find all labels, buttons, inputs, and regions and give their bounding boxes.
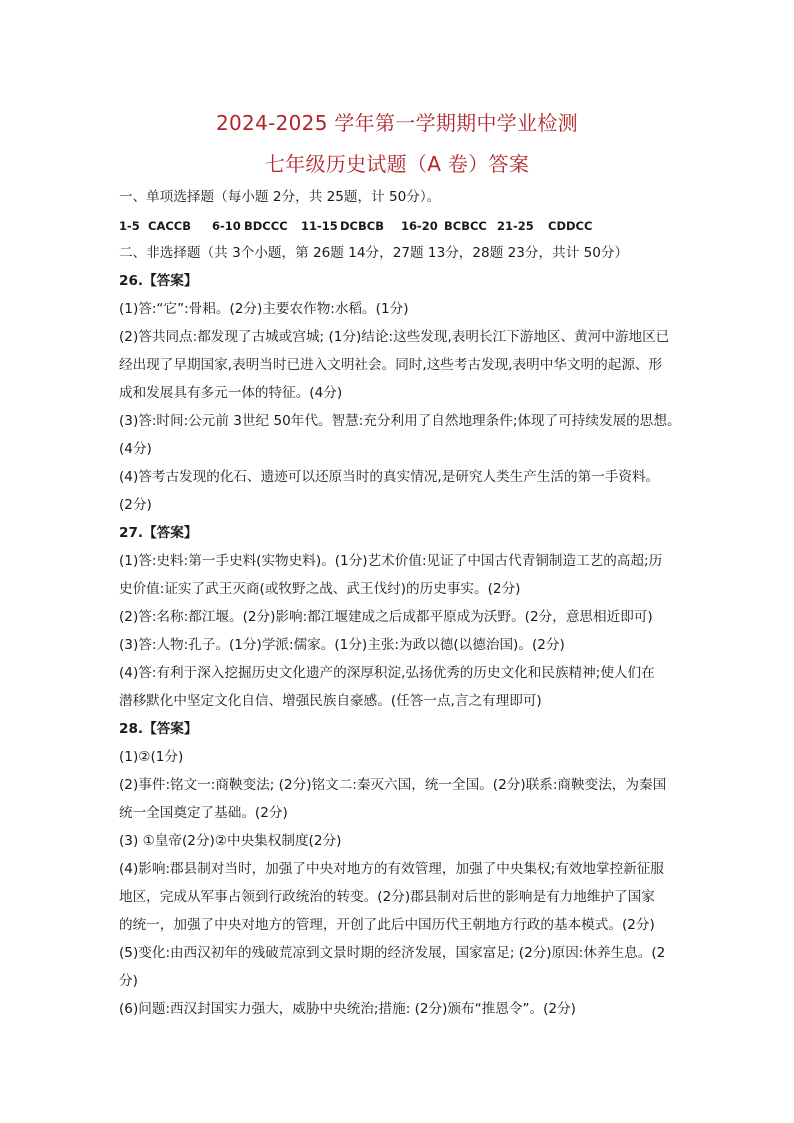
answer-line: (6)问题:西汉封国实力强大，威胁中央统治;措施: (2分)颁布“推恩令”。(2分) bbox=[119, 1001, 576, 1017]
exam-title: 2024-2025 学年第一学期期中学业检测 bbox=[216, 111, 578, 135]
answer-line: 史价值:证实了武王灭商(或牧野之战、武王伐纣)的历史事实。(2分) bbox=[119, 581, 521, 597]
mc-answer: CACCB bbox=[148, 219, 191, 233]
answer-line: 分) bbox=[119, 973, 138, 989]
answer-line: 成和发展具有多元一体的特征。(4分) bbox=[119, 385, 343, 401]
answer-line: (1)②(1分) bbox=[119, 749, 184, 765]
answer-line: (5)变化:由西汉初年的残破荒凉到文景时期的经济发展，国家富足; (2分)原因:休养生息。(2 bbox=[119, 945, 666, 961]
answer-line: (4)影响:郡县制对当时，加强了中央对地方的有效管理，加强了中央集权;有效地掌控新征服 bbox=[119, 861, 664, 877]
answer-line: (1)答:史料:第一手史料(实物史料)。(1分)艺术价值:见证了中国古代青铜制造工艺的高超;历 bbox=[119, 553, 663, 569]
answer-line: (3)答:人物:孔子。(1分)学派:儒家。(1分)主张:为政以德(以德治国)。(2分) bbox=[119, 637, 565, 653]
question-heading: 26.【答案】 bbox=[119, 273, 198, 289]
mc-answer-row bbox=[119, 217, 689, 235]
answer-line: 统一全国奠定了基础。(2分) bbox=[119, 805, 288, 821]
answer-line: (3) ①皇帝(2分)②中央集权制度(2分) bbox=[119, 833, 342, 849]
mc-answer: BDCCC bbox=[244, 219, 288, 233]
answer-line: (4)答:有利于深入挖掘历史文化遗产的深厚积淀,弘扬优秀的历史文化和民族精神;使人们在 bbox=[119, 665, 655, 681]
exam-subtitle: 七年级历史试题（A 卷）答案 bbox=[264, 152, 530, 176]
mc-range: 11-15 bbox=[301, 219, 338, 233]
question-heading: 27.【答案】 bbox=[119, 525, 198, 541]
mc-range: 21-25 bbox=[497, 219, 534, 233]
answer-line: 经出现了早期国家,表明当时已进入文明社会。同时,这些考古发现,表明中华文明的起源、形 bbox=[119, 357, 663, 373]
mc-range: 1-5 bbox=[119, 219, 140, 233]
answer-line: 潜移默化中坚定文化自信、增强民族自豪感。(任答一点,言之有理即可) bbox=[119, 693, 542, 709]
answer-line: 的统一，加强了中央对地方的管理，开创了此后中国历代王朝地方行政的基本模式。(2分) bbox=[119, 917, 655, 933]
answer-line: (2)事件:铭文一:商鞅变法; (2分)铭文二:秦灭六国，统一全国。(2分)联系:商鞅变法，为秦国 bbox=[119, 777, 667, 793]
question-heading: 28.【答案】 bbox=[119, 721, 198, 737]
section2-heading: 二、非选择题（共 3个小题，第 26题 14分，27题 13分，28题 23分，共计 50分） bbox=[119, 245, 629, 261]
answer-line: (4分) bbox=[119, 441, 152, 457]
answer-line: (1)答:“它”:骨耜。(2分)主要农作物:水稻。(1分) bbox=[119, 301, 409, 317]
answer-line: (4)答考古发现的化石、遗迹可以还原当时的真实情况,是研究人类生产生活的第一手资料。 bbox=[119, 469, 660, 485]
answer-line: (2分) bbox=[119, 497, 152, 513]
answer-line: 地区，完成从军事占领到行政统治的转变。(2分)郡县制对后世的影响是有力地维护了国家 bbox=[119, 889, 655, 905]
mc-answer: BCBCC bbox=[444, 219, 487, 233]
answer-line: (2)答共同点:都发现了古城或宫城; (1分)结论:这些发现,表明长江下游地区、黄河中游地区已 bbox=[119, 329, 670, 345]
answer-line: (3)答:时间:公元前 3世纪 50年代。智慧:充分利用了自然地理条件;体现了可持续发展的思想。 bbox=[119, 413, 681, 429]
answer-line: (2)答:名称:都江堰。(2分)影响:都江堰建成之后成都平原成为沃野。(2分，意思相近即可) bbox=[119, 609, 653, 625]
section1-heading: 一、单项选择题（每小题 2分，共 25题，计 50分）。 bbox=[119, 189, 441, 205]
mc-range: 6-10 bbox=[212, 219, 241, 233]
mc-range: 16-20 bbox=[401, 219, 438, 233]
mc-answer: DCBCB bbox=[340, 219, 384, 233]
mc-answer: CDDCC bbox=[548, 219, 593, 233]
